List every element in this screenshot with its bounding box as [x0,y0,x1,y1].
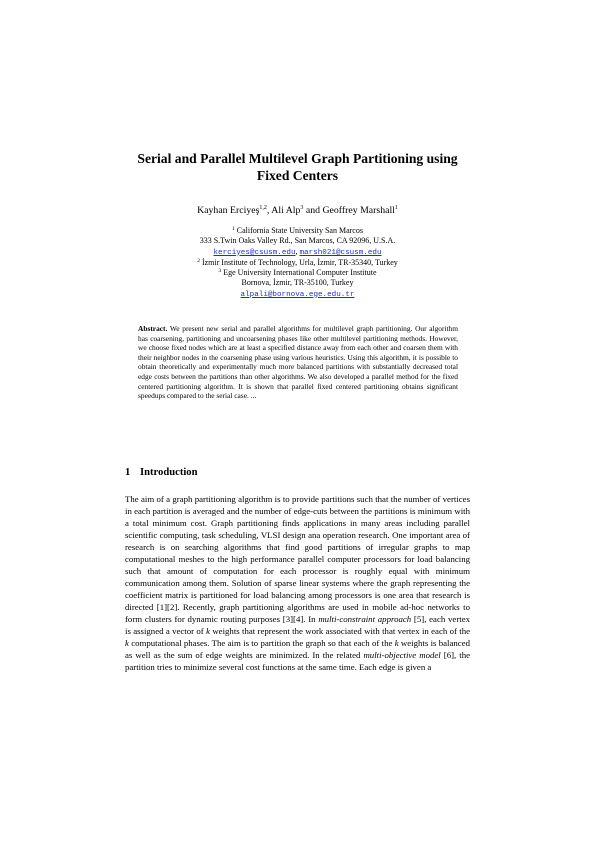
section-heading [125,467,198,478]
author-1: Kayhan Erciyeş [197,205,260,216]
affiliation-2-mark: 2 [197,257,200,264]
body-emph-2: k [206,626,210,636]
paper-title [118,150,477,184]
email-link-3[interactable]: alpali@bornova.ege.edu.tr [240,290,355,299]
body-text-2: [5], each vertex is assigned a vector of [125,614,470,636]
author-sep-1: , [266,205,272,216]
author-list [0,205,595,217]
affiliation-1-mark: 1 [232,226,235,232]
email-link-2[interactable]: marsh021@csusm.edu [299,248,382,257]
email-link-1[interactable]: kerciyes@csusm.edu [213,248,296,257]
affiliation-3-name: Ege University International Computer Institute [221,268,377,278]
body-text-3: weights that represent the work associated with that vertex in each of the [209,626,470,636]
affiliation-1-name: California State University San Marcos [234,226,363,235]
body-emph-4: k [394,638,399,648]
abstract [138,324,458,401]
section-title: Introduction [140,467,198,478]
body-text-1: The aim of a graph partitioning algorithm is to provide partitions such that the number of vertices in each partition is averaged and the number of edge-cuts between the partitions is minimum with a total minimum cost. Graph partitioning finds applications in many areas including parallel scientific computing, task scheduling, VLSI design ana operation research. One important area of research is on searching algorithms that find good partitions of irregular graphs to map computational meshes to the high performance parallel computer processors for load balancing such that amount of computation for each processor is roughly equal with minimum communication among them. Solution of sparse linear systems where the graph representing the coefficient matrix is partitioned for load balancing among processors is one area that research is directed [1][2]. Recently, graph partitioning algorithms are used in mobile ad-hoc networks to form clusters for dynamic routing purposes [3][4]. In [125,494,470,624]
author-2-affil: 3 [300,205,304,211]
email-sep: , [295,246,300,256]
title-line-1: Serial and Parallel Multilevel Graph Partitioning using [137,151,458,166]
author-3: Geoffrey Marshall [322,205,395,216]
author-2: Ali Alp [271,205,301,216]
affiliation-1 [0,226,595,236]
body-emph-1: multi-constraint approach [318,614,412,624]
author-1-affil: 1,2 [259,205,267,211]
author-sep-2: and [303,205,323,216]
affiliations [0,226,595,300]
author-3-affil: 1 [394,205,398,211]
body-text-6: [6], the partition tries to minimize several cost functions at the same time. Each edge is given a [125,650,470,672]
affiliation-2-name: İzmir Institute of Technology, Urla, İzmir, TR-35340, Turkey [199,257,398,267]
abstract-label: Abstract. [138,324,168,333]
title-line-2: Fixed Centers [256,168,339,183]
body-emph-3: k [125,638,129,648]
affiliation-1-emails [0,247,595,258]
affiliation-3-address: Bornova, İzmir, TR-35100, Turkey [241,278,354,288]
body-paragraph [125,493,470,673]
section-number: 1 [125,467,131,478]
affiliation-3-emails [0,289,595,300]
body-emph-5: multi-objective model [363,650,441,660]
body-text-4: computational phases. The aim is to partition the graph so that each of the [128,638,395,648]
body-text-5: weights is balanced as well as the sum of edge weights are minimized. In the related [125,638,471,660]
affiliation-3-mark: 3 [218,268,222,275]
abstract-text: We present new serial and parallel algorithms for multilevel graph partitioning. Our algorithm has coarsening, partitioning and uncoarsening phases like other multilevel partitioning methods. However, we choose fixed nodes which are at least a specified distance away from each other and coarsen them with their neighbor nodes in the coarsening phase using various heuristics. Using this algorithm, it is possible to obtain theoretically and experimentally much more balanced partitions with substantially decreased total edge costs between the partitions than other algorithms. We also developed a parallel method for the fixed centered partitioning algorithm. It is shown that parallel fixed centered partitioning obtains significant speedups compared to the serial case. ... [138,324,458,401]
affiliation-1-address: 333 S.Twin Oaks Valley Rd., San Marcos, CA 92096, U.S.A. [199,236,396,246]
affiliation-2 [0,258,595,268]
affiliation-3 [0,268,595,278]
